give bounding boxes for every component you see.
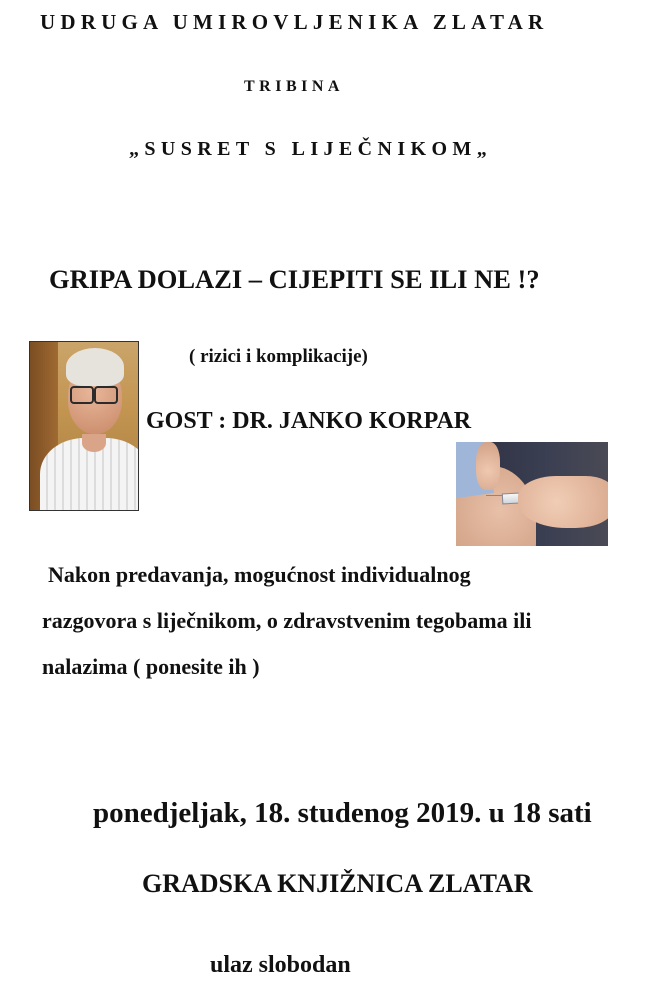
guest-portrait-photo [29,341,139,511]
entry-note: ulaz slobodan [210,952,351,978]
subtitle: ( rizici i komplikacije) [189,346,368,367]
headline: GRIPA DOLAZI – CIJEPITI SE ILI NE !? [49,264,540,294]
event-venue: GRADSKA KNJIŽNICA ZLATAR [142,869,533,898]
paragraph-line-1: Nakon predavanja, mogućnost individualnog [48,562,471,587]
event-type: TRIBINA [244,78,344,95]
vaccination-photo [456,442,608,546]
event-name: „SUSRET S LIJEČNIKOM„ [129,138,493,160]
paragraph-line-2: razgovora s liječnikom, o zdravstvenim tegobama ili [42,608,532,633]
paragraph-line-3: nalazima ( ponesite ih ) [42,654,260,679]
event-date-time: ponedjeljak, 18. studenog 2019. u 18 sati [93,797,592,829]
info-paragraph [42,552,642,690]
organization-name: UDRUGA UMIROVLJENIKA ZLATAR [40,10,549,34]
guest-name: GOST : DR. JANKO KORPAR [146,408,472,434]
